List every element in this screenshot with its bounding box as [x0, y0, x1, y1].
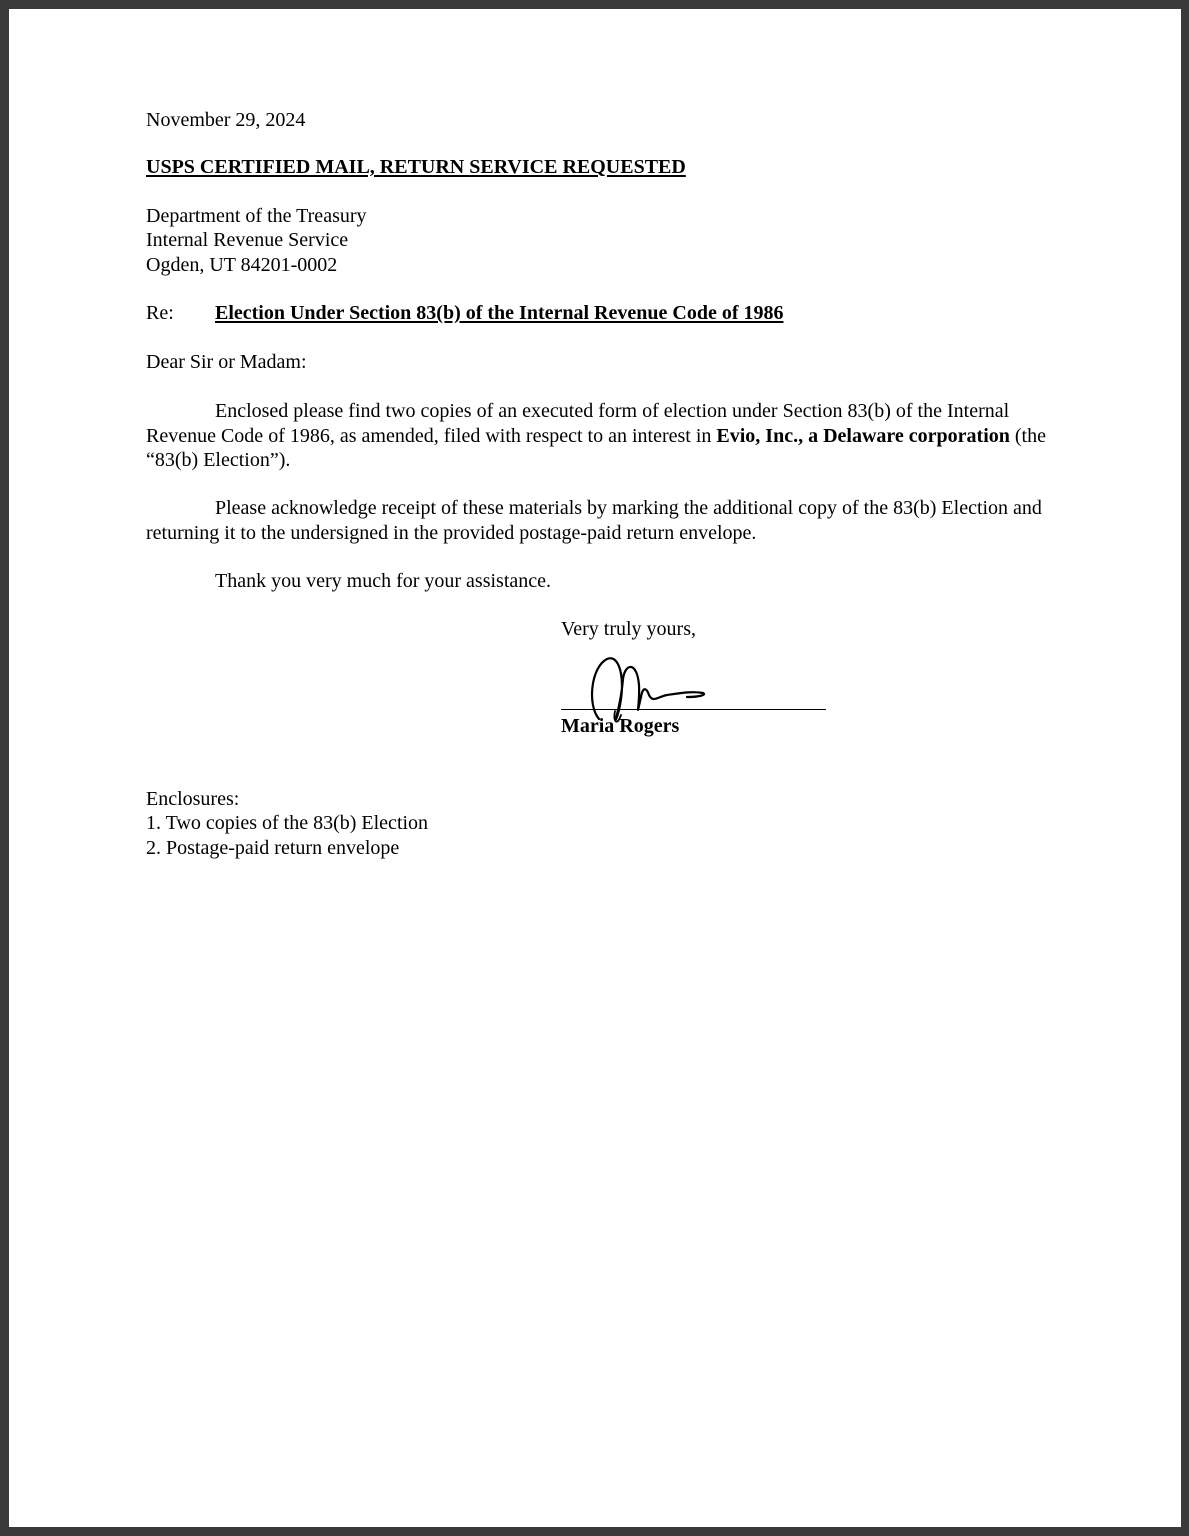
paragraph-enclosed-text-1: Enclosed please find two copies of an executed form of election under Section 83(b) of the Internal Revenue Code of 1986, as amended, filed with respect to an interest in — [146, 400, 1010, 447]
document-page — [9, 9, 1181, 1527]
paragraph-enclosed-text-2: (the “83(b) Election”). — [146, 424, 1046, 471]
letter-body — [9, 9, 1181, 1527]
paragraph-enclosed — [146, 399, 1046, 473]
signature-line — [561, 709, 826, 710]
recipient-line-3: Ogden, UT 84201-0002 — [146, 254, 338, 276]
paragraph-thanks: Thank you very much for your assistance. — [215, 570, 552, 592]
re-label: Re: — [146, 302, 174, 324]
recipient-line-1: Department of the Treasury — [146, 205, 367, 227]
salutation: Dear Sir or Madam: — [146, 351, 307, 373]
re-subject: Election Under Section 83(b) of the Internal Revenue Code of 1986 — [215, 302, 784, 324]
letter-date: November 29, 2024 — [146, 109, 306, 131]
enclosures-heading: Enclosures: — [146, 788, 240, 810]
paragraph-acknowledge: Please acknowledge receipt of these materials by marking the additional copy of the 83(b) Election and returning it to the undersigned in the provided postage-paid return envelope. — [146, 497, 1042, 544]
company-name: Evio, Inc., a Delaware corporation — [716, 424, 1010, 447]
enclosure-item: 1. Two copies of the 83(b) Election — [146, 812, 429, 834]
signer-name: Maria Rogers — [561, 715, 680, 737]
delivery-notice: USPS CERTIFIED MAIL, RETURN SERVICE REQUESTED — [146, 156, 686, 178]
closing: Very truly yours, — [561, 618, 696, 640]
recipient-line-2: Internal Revenue Service — [146, 229, 349, 251]
enclosure-item: 2. Postage-paid return envelope — [146, 837, 400, 859]
